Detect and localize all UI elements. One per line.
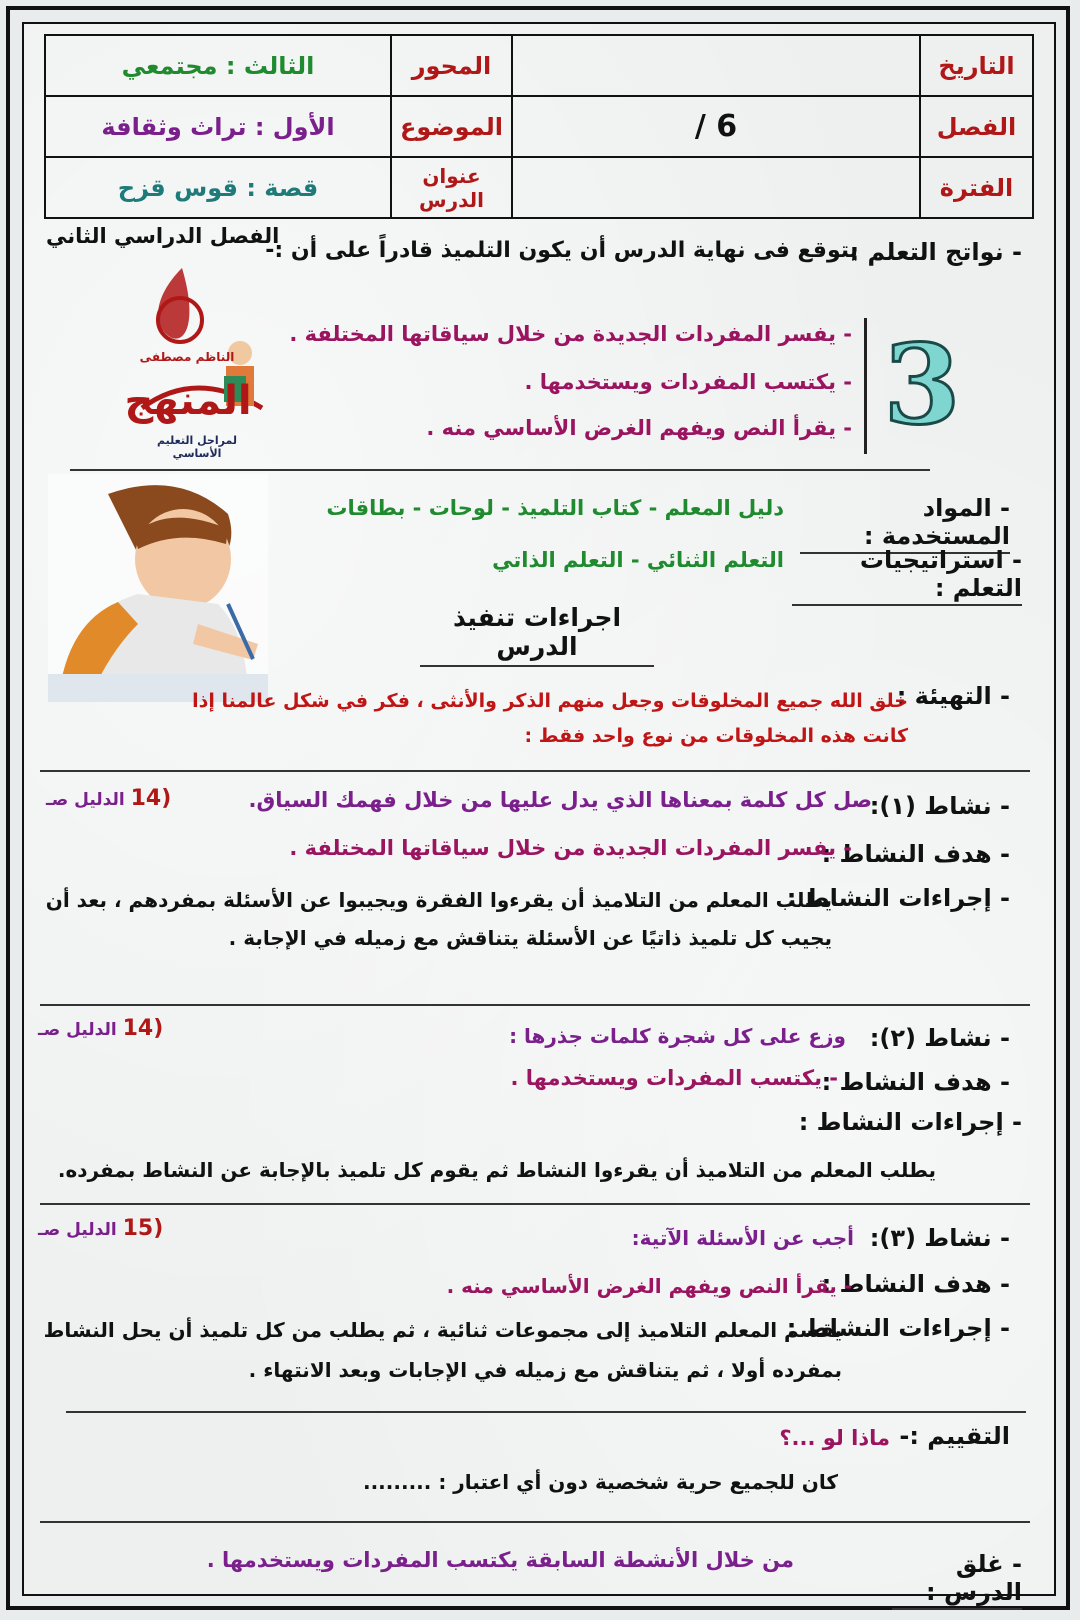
activity-1-guide-ref (46, 786, 171, 811)
logo (112, 258, 280, 458)
date-value (512, 35, 920, 96)
activity-3-proc-label: - إجراءات النشاط : (786, 1314, 1010, 1342)
closing-value: من خلال الأنشطة السابقة يكتسب المفردات ويستخدمها . (206, 1548, 794, 1572)
closing-label: - غلق الدرس : (892, 1550, 1022, 1610)
strategies-value: التعلم الثنائي - التعلم الذاتي (492, 548, 784, 572)
logo-publisher: الناظم مصطفى (139, 350, 235, 364)
activity-3-guide-page: (15 (122, 1216, 164, 1241)
divider-4 (40, 1203, 1030, 1205)
divider-2 (40, 770, 1030, 772)
evaluation-line: كان للجميع حرية شخصية دون أي اعتبار : ......... (362, 1470, 838, 1494)
materials-value: دليل المعلم - كتاب التلميذ - لوحات - بطاقات (326, 496, 784, 520)
student-writing-icon (48, 474, 268, 702)
class-value: 6 / (512, 96, 920, 157)
warmup-line-2: كانت هذه المخلوقات من نوع واحد فقط : (524, 725, 908, 747)
semester-label: الفصل الدراسي الثاني (46, 224, 280, 248)
student-illustration (48, 474, 268, 702)
activity-2-guide-page: (14 (122, 1016, 164, 1041)
axis-value: الثالث : مجتمعي (45, 35, 391, 96)
activity-1-proc-label: - إجراءات النشاط : (786, 884, 1010, 912)
topic-value: الأول : تراث وثقافة (45, 96, 391, 157)
logo-tagline: لمراحل التعليم الأساسي (157, 434, 237, 460)
activity-1-proc-line-2: يجيب كل تلميذ ذاتيًا عن الأسئلة يتناقش مع زميله في الإجابة . (228, 926, 832, 950)
axis-label: المحور (391, 35, 512, 96)
outcomes-divider (864, 318, 867, 454)
activity-1-goal: - يفسر المفردات الجديدة من خلال سياقاتها المختلفة . (289, 836, 852, 860)
outcome-item-3: - يقرأ النص ويفهم الغرض الأساسي منه . (426, 416, 852, 440)
activity-2-proc-label: - إجراءات النشاط : (798, 1108, 1022, 1136)
lesson-title-value: قصة : قوس قزح (45, 157, 391, 218)
activity-2-guide-text: الدليل صـ (38, 1020, 117, 1040)
activity-1-goal-label: - هدف النشاط : (821, 840, 1010, 868)
strategies-label: - استراتيجيات التعلم : (792, 546, 1022, 606)
activity-1-proc-line-1: يطلب المعلم من التلاميذ أن يقرءوا الفقرة ويجيبوا عن الأسئلة بمفردهم ، بعد أن (45, 888, 832, 912)
warmup-label: - التهيئة : (896, 682, 1010, 710)
warmup-line-1: خلق الله جميع المخلوقات وجعل منهم الذكر والأنثى ، فكر في شكل عالمنا إذا (192, 690, 908, 712)
outcome-item-1: - يفسر المفردات الجديدة من خلال سياقاتها المختلفة . (289, 322, 852, 346)
activity-3-guide-ref (38, 1216, 163, 1241)
outcomes-count: 3 (883, 320, 961, 449)
activity-2-label: - نشاط (٢): (869, 1024, 1010, 1052)
activity-2-proc-line-1: يطلب المعلم من التلاميذ أن يقرءوا النشاط ثم يقوم كل تلميذ بالإجابة عن النشاط بمفرده. (57, 1158, 936, 1182)
divider-5 (66, 1411, 1026, 1413)
outcomes-label: - نواتج التعلم : (849, 238, 1022, 266)
activity-3-proc-line-2: بمفرده أولا ، ثم يتناقش مع زميله في الإجابات وبعد الانتهاء . (248, 1358, 842, 1382)
activity-1-guide-page: (14 (130, 786, 172, 811)
activity-1-task: صل كل كلمة بمعناها الذي يدل عليها من خلال فهمك السياق. (248, 788, 872, 812)
topic-label: الموضوع (391, 96, 512, 157)
period-value (512, 157, 920, 218)
activity-3-label: - نشاط (٣): (869, 1224, 1010, 1252)
activity-2-task: وزع على كل شجرة كلمات جذرها : (509, 1024, 846, 1048)
outcome-item-2: - يكتسب المفردات ويستخدمها . (524, 370, 852, 394)
date-label: التاريخ (920, 35, 1033, 96)
logo-brand: المنهج (124, 378, 252, 424)
outcomes-intro: يتوقع فى نهاية الدرس أن يكون التلميذ قادراً على أن :- (265, 238, 858, 263)
lesson-title-label: عنوان الدرس (391, 157, 512, 218)
procedures-title: اجراءات تنفيذ الدرس (420, 603, 654, 667)
evaluation-question: ماذا لو ...؟ (779, 1426, 890, 1450)
activity-1-label: - نشاط (١): (869, 792, 1010, 820)
header-table (44, 34, 1034, 219)
class-label: الفصل (920, 96, 1033, 157)
period-label: الفترة (920, 157, 1033, 218)
divider-1 (70, 469, 930, 471)
activity-2-goal: - يكتسب المفردات ويستخدمها . (510, 1066, 838, 1090)
activity-3-guide-text: الدليل صـ (38, 1220, 117, 1240)
materials-label: - المواد المستخدمة : (800, 494, 1010, 554)
activity-3-proc-line-1: يقسم المعلم التلاميذ إلى مجموعات ثنائية ، ثم يطلب من كل تلميذ أن يحل النشاط (43, 1318, 842, 1342)
activity-3-goal: - يقرأ النص ويفهم الغرض الأساسي منه . (446, 1274, 852, 1298)
divider-3 (40, 1004, 1030, 1006)
evaluation-label: التقييم :- (899, 1422, 1010, 1450)
divider-6 (40, 1521, 1030, 1523)
activity-2-guide-ref (38, 1016, 163, 1041)
activity-2-goal-label: - هدف النشاط : (821, 1068, 1010, 1096)
activity-3-goal-label: - هدف النشاط : (821, 1270, 1010, 1298)
outcomes-count-badge (872, 320, 972, 449)
activity-1-guide-text: الدليل صـ (46, 790, 125, 810)
activity-3-task: أجب عن الأسئلة الآتية: (631, 1226, 854, 1250)
